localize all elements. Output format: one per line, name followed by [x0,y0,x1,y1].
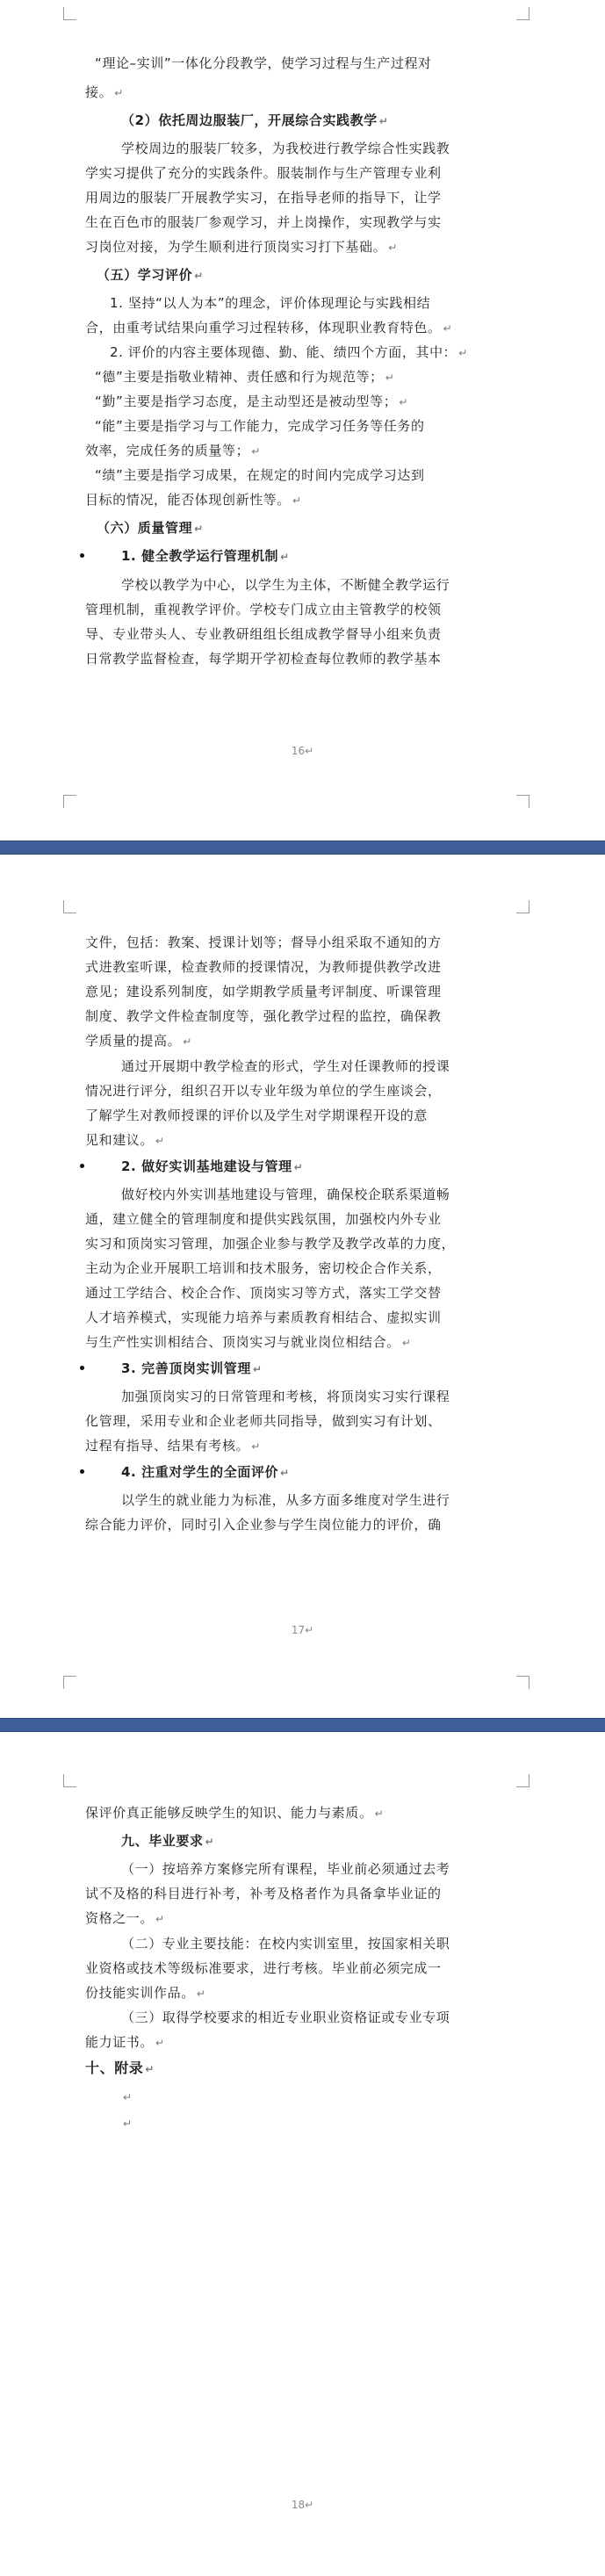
text-line: 通过工学结合、校企合作、顶岗实习等方式，落实工学交替 [85,1285,442,1301]
page-separator [0,1718,605,1732]
text-line: 人才培养模式，实现能力培养与素质教育相结合、虚拟实训 [85,1310,442,1325]
text-line: 情况进行评分，组织召开以专业年级为单位的学生座谈会， [85,1083,442,1099]
crop-mark-bottom-left [63,1676,76,1689]
crop-mark-top-left [63,900,76,913]
text-line: 资格之一。 ↵ [85,1910,165,1926]
section-heading: （五）学习评价 ↵ [97,267,204,283]
text-line: 管理机制，重视教学评价。学校专门成立由主管教学的校领 [85,602,442,617]
crop-mark-top-left [63,1774,76,1787]
page-separator [0,841,605,855]
empty-paragraph: ↵ [123,2118,133,2130]
text-line: （三）取得学校要求的相近专业职业资格证或专业专项 [121,2010,450,2025]
crop-mark-bottom-right [516,1676,529,1689]
subsection-heading: 1. 健全教学运行管理机制 ↵ [121,548,290,564]
text-line: 主动为企业开展职工培训和技术服务，密切校企合作关系， [85,1260,442,1276]
text-line: “能”主要是指学习与工作能力，完成学习任务等任务的 [95,418,425,434]
page-number: 18↵ [291,2499,314,2511]
text-line: “德”主要是指敬业精神、责任感和行为规范等； ↵ [95,369,395,385]
text-line: （一）按培养方案修完所有课程，毕业前必须通过去考 [121,1861,450,1877]
text-line: 导、专业带头人、专业教研组组长组成教学督导小组来负责 [85,626,442,642]
text-line: 业资格或技术等级标准要求，进行考核。毕业前必须完成一 [85,1960,442,1976]
crop-mark-top-right [516,900,529,913]
section-heading: （六）质量管理 ↵ [97,520,204,536]
document-page-17 [0,855,605,1718]
text-line: 能力证书。 ↵ [85,2034,165,2050]
text-line: 通过开展期中教学检查的形式，学生对任课教师的授课 [121,1058,450,1074]
text-line: （二）专业主要技能：在校内实训室里，按国家相关职 [121,1936,450,1952]
empty-paragraph: ↵ [123,2091,133,2103]
text-line: 效率，完成任务的质量等； ↵ [85,443,261,458]
crop-mark-top-right [516,7,529,20]
text-line: 做好校内外实训基地建设与管理，确保校企联系渠道畅 [121,1187,450,1202]
section-heading: 九、毕业要求 ↵ [121,1833,215,1849]
crop-mark-bottom-right [516,795,529,808]
subsection-heading: 4. 注重对学生的全面评价 ↵ [121,1464,290,1480]
text-line: 目标的情况，能否体现创新性等。 ↵ [85,492,302,508]
text-line: 综合能力评价，同时引入企业参与学生岗位能力的评价，确 [85,1517,442,1533]
text-line: 式进教室听课，检查教师的授课情况，为教师提供教学改进 [85,959,442,975]
text-line: 通，建立健全的管理制度和提供实践氛围，加强校内外专业 [85,1211,442,1227]
text-line: 日常教学监督检查，每学期开学初检查每位教师的教学基本 [85,651,442,667]
text-line: 习岗位对接，为学生顺利进行顶岗实习打下基础。 ↵ [85,239,398,255]
document-page-16 [0,0,605,841]
page-number: 16↵ [291,745,314,757]
text-line: 2. 评价的内容主要体现德、勤、能、绩四个方面，其中： ↵ [110,344,468,360]
text-line: 文件，包括：教案、授课计划等；督导小组采取不通知的方 [85,934,442,950]
text-line: 份技能实训作品。 ↵ [85,1985,206,2001]
text-line: 见和建议。 ↵ [85,1132,165,1148]
text-line: “理论–实训”一体化分段教学，使学习过程与生产过程对 [95,55,432,71]
text-line: “绩”主要是指学习成果，在规定的时间内完成学习达到 [95,467,425,483]
text-line: 与生产性实训相结合、顶岗实习与就业岗位相结合。 ↵ [85,1334,412,1350]
text-line: 了解学生对教师授课的评价以及学生对学期课程开设的意 [85,1108,429,1123]
text-line: 学校以教学为中心，以学生为主体，不断健全教学运行 [121,577,450,593]
crop-mark-top-right [516,1774,529,1787]
subsection-heading: 3. 完善顶岗实训管理 ↵ [121,1360,263,1376]
text-line: 实习和顶岗实习管理，加强企业参与教学及教学改革的力度， [85,1236,456,1252]
text-line: 合，由重考试结果向重学习过程转移，体现职业教育特色。 ↵ [85,320,453,336]
text-line: 试不及格的科目进行补考，补考及格者作为具备拿毕业证的 [85,1886,442,1901]
text-line: 加强顶岗实习的日常管理和考核，将顶岗实习实行课程 [121,1389,450,1404]
text-line: 生在百色市的服装厂参观学习，并上岗操作，实现教学与实 [85,214,442,230]
text-line: 学校周边的服装厂较多，为我校进行教学综合性实践教 [121,141,450,156]
subsection-heading: 2. 做好实训基地建设与管理 ↵ [121,1158,304,1174]
text-line: 用周边的服装厂开展教学实习，在指导老师的指导下，让学 [85,190,442,206]
section-heading: 十、附录 ↵ [85,2060,155,2076]
crop-mark-bottom-left [63,795,76,808]
text-line: 接。 ↵ [85,84,124,100]
document-page-18 [0,1732,605,2576]
text-line: 1. 坚持“以人为本”的理念，评价体现理论与实践相结 [110,295,431,311]
text-line: 学实习提供了充分的实践条件。服装制作与生产管理专业利 [85,165,442,181]
crop-mark-top-left [63,7,76,20]
text-line: 制度、教学文件检查制度等，强化教学过程的监控，确保教 [85,1008,442,1024]
section-heading: （2）依托周边服装厂，开展综合实践教学 ↵ [121,112,389,128]
text-line: 意见；建设系列制度，如学期教学质量考评制度、听课管理 [85,984,442,999]
text-line: 过程有指导、结果有考核。 ↵ [85,1438,261,1454]
text-line: 学质量的提高。 ↵ [85,1033,192,1049]
page-number: 17↵ [291,1624,314,1636]
text-line: 以学生的就业能力为标准，从多方面多维度对学生进行 [121,1492,450,1508]
text-line: 化管理，采用专业和企业老师共同指导，做到实习有计划、 [85,1413,442,1429]
text-line: 保评价真正能够反映学生的知识、能力与素质。 ↵ [85,1805,385,1821]
text-line: “勤”主要是指学习态度，是主动型还是被动型等； ↵ [95,393,409,409]
